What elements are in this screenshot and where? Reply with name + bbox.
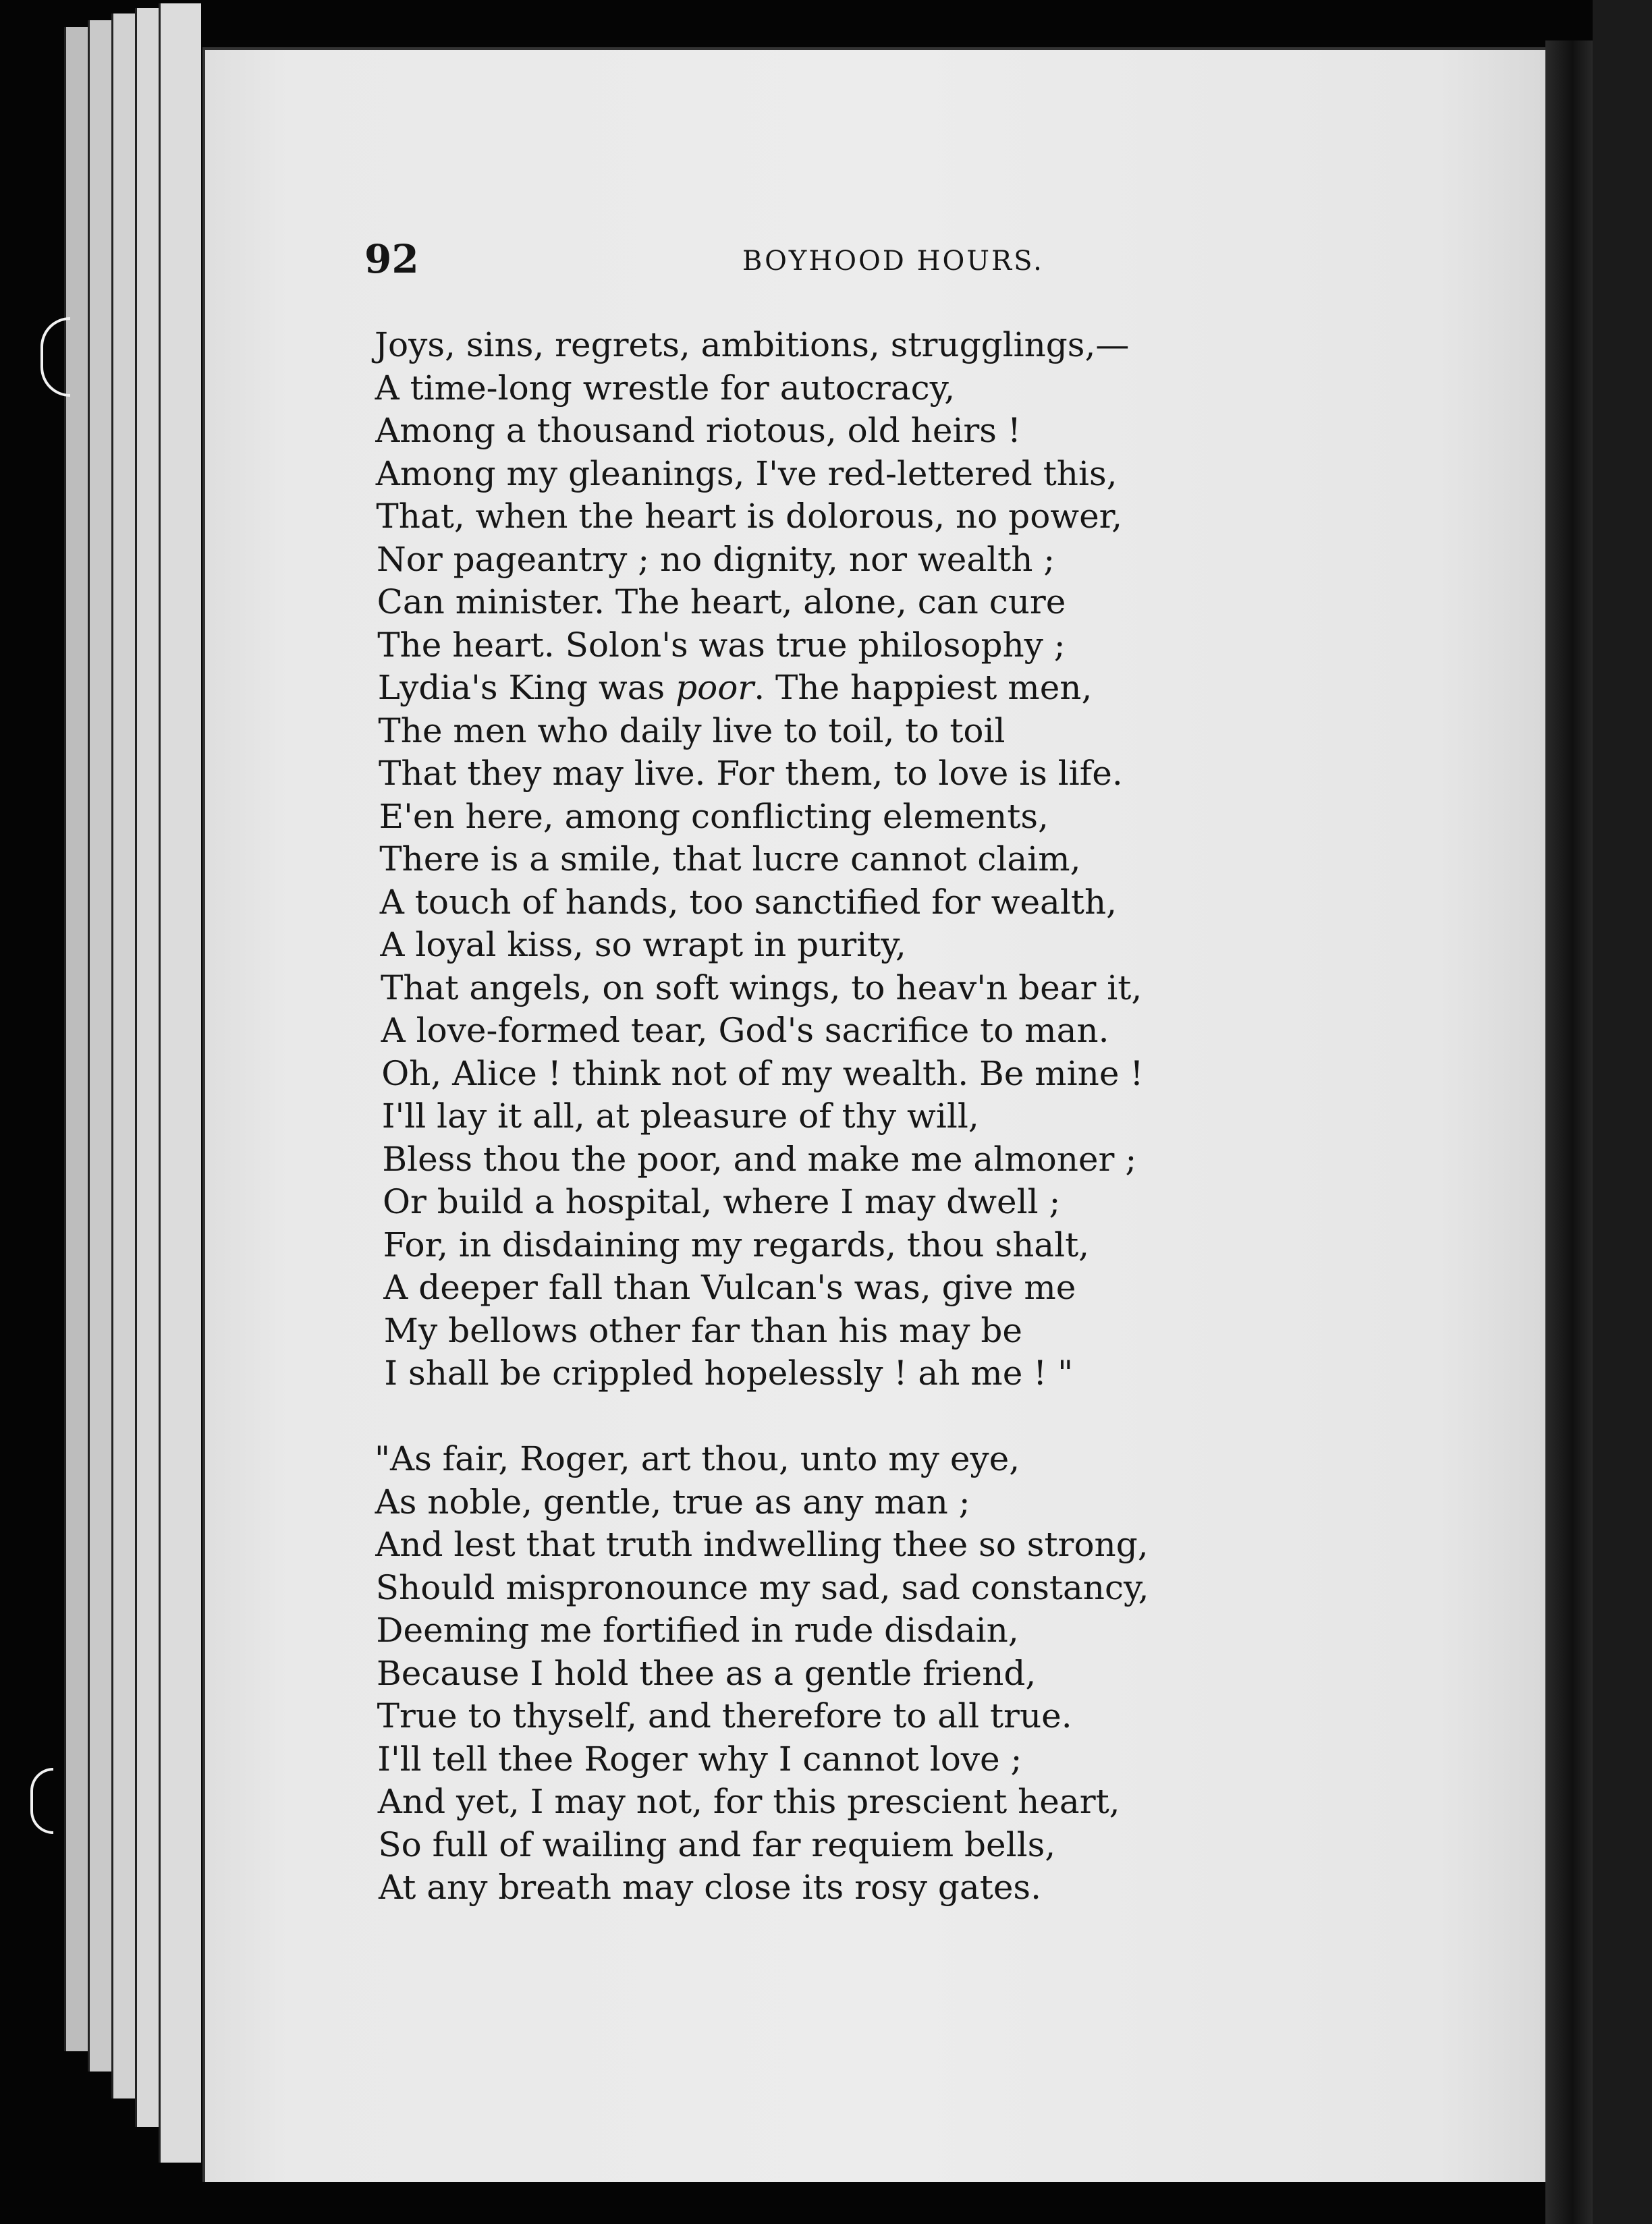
page-edge [159, 3, 201, 2163]
poem-line: That they may live. For them, to love is life. [379, 754, 1123, 793]
running-head-title: BOYHOOD HOURS. [742, 246, 1044, 277]
poem-line: There is a smile, that lucre cannot claim, [379, 839, 1081, 879]
poem-line: So full of wailing and far requiem bells, [378, 1825, 1056, 1864]
poem-line: For, in disdaining my regards, thou shalt, [383, 1225, 1090, 1264]
poem-line: Joys, sins, regrets, ambitions, strugglings,— [375, 325, 1130, 364]
poem-line: My bellows other far than his may be [383, 1310, 1022, 1350]
poem-line: Oh, Alice ! think not of my wealth. Be mine ! [381, 1053, 1144, 1093]
poem-text [375, 324, 1319, 1910]
poem-line: That angels, on soft wings, to heav'n bear it, [381, 968, 1142, 1007]
poem-line: I'll lay it all, at pleasure of thy will, [381, 1096, 979, 1136]
book-gutter [1545, 40, 1599, 2224]
poem-line: As noble, gentle, true as any man ; [375, 1482, 970, 1522]
poem-line: The men who daily live to toil, to toil [378, 711, 1006, 750]
poem-line: Nor pageantry ; no dignity, nor wealth ; [377, 539, 1055, 579]
poem-line: A touch of hands, too sanctified for wealth, [379, 882, 1118, 922]
poem-line: A loyal kiss, so wrapt in purity, [380, 925, 906, 964]
scan-artifact-mark [40, 317, 70, 397]
stanza-1 [375, 324, 1319, 1395]
facing-page-edge [1593, 0, 1652, 2224]
poem-line: Bless thou the poor, and make me almoner ; [382, 1139, 1137, 1179]
poem-line: Among a thousand riotous, old heirs ! [375, 411, 1021, 450]
poem-line: Can minister. The heart, alone, can cure [377, 582, 1066, 621]
poem-line: At any breath may close its rosy gates. [379, 1868, 1041, 1907]
poem-line: I'll tell thee Roger why I cannot love ; [377, 1739, 1022, 1779]
poem-line: Lydia's King was poor. The happiest men, [377, 668, 1093, 707]
poem-line: And lest that truth indwelling thee so strong, [375, 1525, 1149, 1564]
poem-line: Because I hold thee as a gentle friend, [377, 1653, 1037, 1693]
poem-line: Should mispronounce my sad, sad constancy, [375, 1567, 1149, 1607]
poem-line: The heart. Solon's was true philosophy ; [377, 625, 1066, 665]
poem-line: Or build a hospital, where I may dwell ; [383, 1182, 1061, 1221]
stanza-2 [375, 1438, 1319, 1910]
poem-line: True to thyself, and therefore to all true. [377, 1696, 1072, 1735]
scan-artifact-mark [30, 1768, 53, 1834]
poem-line: I shall be crippled hopelessly ! ah me ! " [384, 1354, 1074, 1393]
running-header [364, 236, 1309, 290]
poem-line: A deeper fall than Vulcan's was, give me [383, 1268, 1076, 1307]
poem-line: That, when the heart is dolorous, no power, [376, 497, 1122, 536]
poem-line: Deeming me fortified in rude disdain, [376, 1611, 1019, 1650]
poem-line: E'en here, among conflicting elements, [379, 796, 1049, 836]
poem-line: A time-long wrestle for autocracy, [375, 368, 956, 408]
poem-line: "As fair, Roger, art thou, unto my eye, [375, 1439, 1020, 1478]
poem-line: A love-formed tear, God's sacrifice to man. [381, 1011, 1109, 1050]
poem-line: Among my gleanings, I've red-lettered this, [375, 453, 1118, 493]
stanza-break [375, 1395, 1319, 1439]
page-number: 92 [364, 236, 419, 282]
poem-line: And yet, I may not, for this prescient heart, [377, 1782, 1120, 1821]
